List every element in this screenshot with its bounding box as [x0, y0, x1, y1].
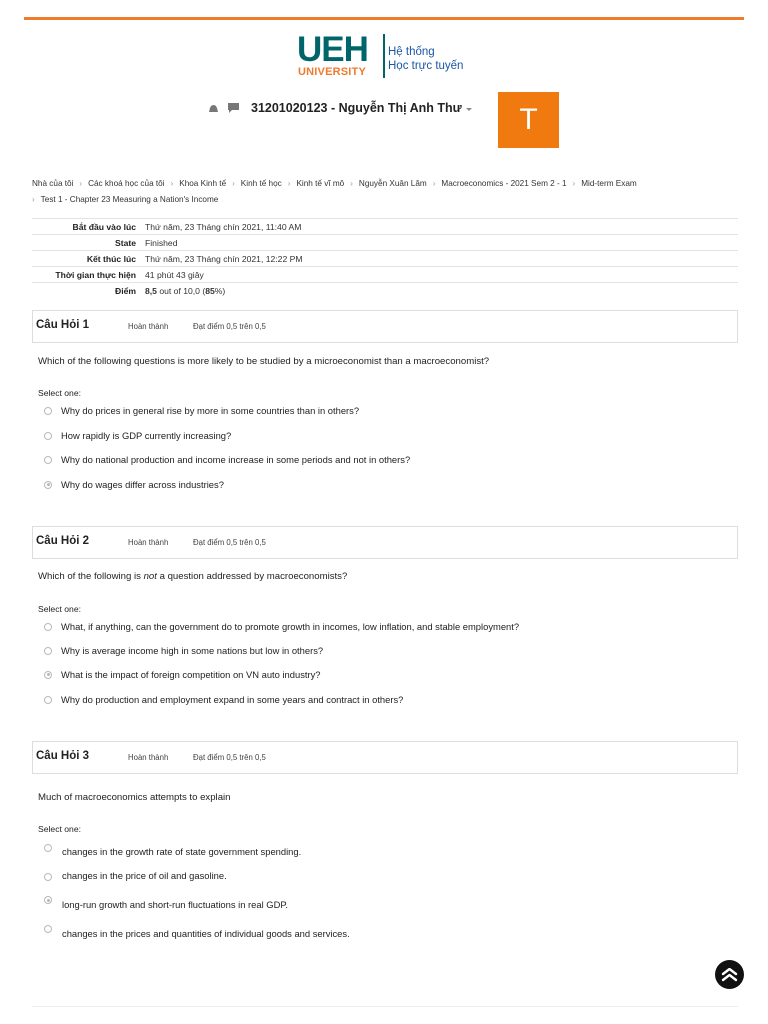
question-number: Câu Hỏi 3	[36, 750, 90, 762]
grade-percent: 85	[205, 285, 215, 296]
question-grade: Đạt điểm 0,5 trên 0,5	[193, 322, 266, 331]
answer-option[interactable]	[62, 928, 350, 939]
answer-option-label: long-run growth and short-run fluctuations in real GDP.	[62, 899, 288, 910]
radio-button-checked[interactable]	[44, 671, 52, 679]
grade-score: 8,5	[145, 285, 157, 296]
radio-button[interactable]	[44, 407, 52, 415]
radio-button[interactable]	[44, 696, 52, 704]
answer-option[interactable]	[44, 645, 323, 656]
question-text-part: Which of the following is	[38, 571, 144, 582]
summary-value: Finished	[145, 237, 178, 248]
user-menu-row	[208, 96, 472, 120]
logo-subtext: UNIVERSITY	[298, 66, 367, 78]
footer-divider	[32, 1006, 738, 1007]
answer-option-label: Why is average income high in some nations but low in others?	[61, 645, 324, 656]
answer-option-selected[interactable]	[44, 669, 321, 680]
chevron-right-icon: ›	[79, 179, 83, 188]
question-text-part: a question addressed by macroeconomists?	[156, 571, 348, 582]
answer-option[interactable]	[44, 621, 519, 632]
answer-option[interactable]	[44, 430, 231, 441]
summary-row-end	[32, 250, 738, 266]
site-logo[interactable]	[297, 30, 487, 80]
breadcrumb-item[interactable]: Nguyễn Xuân Lâm	[358, 179, 427, 188]
summary-value: Thứ năm, 23 Tháng chín 2021, 11:40 AM	[145, 221, 302, 232]
logo-divider	[383, 34, 385, 78]
question-grade: Đạt điểm 0,5 trên 0,5	[193, 538, 266, 547]
chevron-right-icon: ›	[287, 179, 291, 188]
summary-value: Thứ năm, 23 Tháng chín 2021, 12:22 PM	[145, 253, 303, 264]
radio-button[interactable]	[44, 432, 52, 440]
breadcrumb-item[interactable]: Các khoá học của tôi	[88, 179, 165, 188]
question-2-text	[38, 571, 347, 582]
radio-button[interactable]	[44, 844, 52, 852]
answer-option-label: What, if anything, can the government do to promote growth in incomes, low inflation, and stable employment?	[61, 621, 520, 632]
question-3-info	[32, 741, 738, 774]
chat-icon[interactable]	[228, 103, 239, 113]
chevron-up-icon	[721, 968, 738, 982]
question-1-info	[32, 310, 738, 343]
answer-option-label: changes in the growth rate of state government spending.	[62, 846, 302, 857]
breadcrumb-item[interactable]: Khoa Kinh tế	[179, 179, 227, 188]
breadcrumb-item-current[interactable]: Test 1 - Chapter 23 Measuring a Nation's Income	[40, 195, 219, 204]
logo-text: UEH	[297, 30, 368, 69]
breadcrumb-item[interactable]: Macroeconomics - 2021 Sem 2 - 1	[441, 179, 567, 188]
select-one-label: Select one:	[38, 824, 81, 834]
chevron-right-icon: ›	[232, 179, 235, 188]
logo-system-line2: Học trực tuyến	[388, 60, 464, 72]
question-1-text: Which of the following questions is more likely to be studied by a microeconomist than a macroeconomist?	[38, 356, 490, 367]
radio-button[interactable]	[44, 925, 52, 933]
answer-option-label: Why do wages differ across industries?	[61, 479, 224, 490]
user-name[interactable]: 31201020123 - Nguyễn Thị Anh Thư	[251, 101, 462, 115]
answer-option[interactable]	[44, 454, 410, 465]
avatar[interactable]: T	[498, 92, 559, 148]
summary-label: Thời gian thực hiện	[55, 269, 136, 280]
answer-option-label: changes in the price of oil and gasoline.	[62, 870, 227, 881]
answer-option[interactable]	[62, 870, 227, 881]
summary-row-time	[32, 266, 738, 282]
answer-option-label: How rapidly is GDP currently increasing?	[61, 430, 232, 441]
question-3-text: Much of macroeconomics attempts to explain	[38, 792, 231, 803]
grade-end: %)	[214, 285, 226, 296]
radio-button[interactable]	[44, 873, 52, 881]
question-state: Hoàn thành	[128, 753, 169, 762]
summary-row-start	[32, 218, 738, 234]
radio-button-checked[interactable]	[44, 896, 52, 904]
grade-mid: out of 10,0 (	[156, 285, 206, 296]
bell-icon[interactable]	[208, 104, 219, 113]
summary-value: 41 phút 43 giây	[145, 269, 204, 280]
question-number: Câu Hỏi 2	[36, 535, 90, 547]
question-state: Hoàn thành	[128, 322, 169, 331]
radio-button[interactable]	[44, 623, 52, 631]
select-one-label: Select one:	[38, 604, 81, 614]
breadcrumb-item[interactable]: Nhà của tôi	[32, 179, 74, 188]
chevron-right-icon: ›	[432, 179, 436, 188]
breadcrumb-item[interactable]: Mid-term Exam	[581, 179, 637, 188]
select-one-label: Select one:	[38, 388, 81, 398]
answer-option-label: Why do production and employment expand in some years and contract in others?	[61, 694, 404, 705]
caret-down-icon[interactable]	[466, 108, 472, 111]
breadcrumb-item[interactable]: Kinh tế học	[240, 179, 282, 188]
question-text-emphasis: not	[143, 571, 157, 582]
answer-option-label: Why do prices in general rise by more in some countries than in others?	[61, 405, 360, 416]
answer-option-selected[interactable]	[44, 479, 224, 490]
chevron-right-icon: ›	[170, 179, 174, 188]
radio-button-checked[interactable]	[44, 481, 52, 489]
logo-system-line1: Hệ thống	[388, 46, 435, 58]
summary-row-grade	[32, 282, 738, 298]
answer-option-selected[interactable]	[62, 899, 288, 910]
answer-option[interactable]	[62, 846, 301, 857]
answer-option-label: What is the impact of foreign competition on VN auto industry?	[61, 669, 321, 680]
answer-option[interactable]	[44, 694, 403, 705]
question-grade: Đạt điểm 0,5 trên 0,5	[193, 753, 266, 762]
back-to-top-button[interactable]	[715, 960, 744, 989]
answer-option[interactable]	[44, 405, 359, 416]
breadcrumb	[32, 176, 738, 208]
summary-value	[145, 286, 225, 296]
summary-label: Điểm	[114, 285, 136, 296]
attempt-summary-table	[32, 218, 738, 298]
chevron-right-icon: ›	[350, 179, 353, 188]
question-2-info	[32, 526, 738, 559]
breadcrumb-item[interactable]: Kinh tế vĩ mô	[296, 179, 345, 188]
summary-label: State	[114, 237, 136, 248]
summary-label: Kết thúc lúc	[86, 253, 136, 264]
summary-row-state	[32, 234, 738, 250]
chevron-right-icon: ›	[32, 195, 35, 204]
question-number: Câu Hỏi 1	[36, 319, 90, 331]
radio-button[interactable]	[44, 647, 52, 655]
answer-option-label: Why do national production and income increase in some periods and not in others?	[61, 454, 411, 465]
summary-label: Bắt đầu vào lúc	[72, 221, 136, 232]
question-state: Hoàn thành	[128, 538, 169, 547]
radio-button[interactable]	[44, 456, 52, 464]
chevron-right-icon: ›	[572, 179, 576, 188]
answer-option-label: changes in the prices and quantities of individual goods and services.	[62, 928, 350, 939]
logo-system-name	[388, 45, 463, 73]
top-accent-bar	[24, 17, 744, 20]
